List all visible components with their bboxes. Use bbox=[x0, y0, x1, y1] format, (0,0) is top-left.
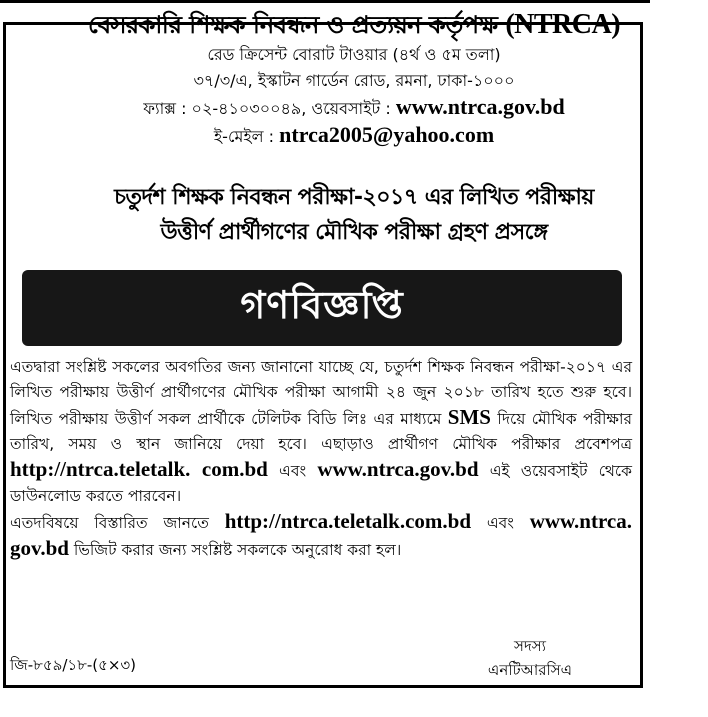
fax-website-line bbox=[6, 94, 702, 122]
email-link[interactable]: ntrca2005@yahoo.com bbox=[279, 122, 495, 147]
body-text-segment: দিয়ে মৌখিক পরীক্ষার তারিখ, সময় ও স্থান জানিয়ে দেয়া হবে। এছাড়াও প্রার্থীগণ মৌখিক পরীক্ষার প্রবেশপত্র bbox=[10, 410, 633, 453]
reference-number: জি-৮৫৯/১৮-(৫×৩) bbox=[10, 656, 137, 674]
ntrca-link[interactable]: www.ntrca. gov.bd bbox=[10, 509, 632, 560]
notice-header bbox=[6, 8, 702, 150]
teletalk-link[interactable]: http://ntrca.teletalk.com.bd bbox=[224, 509, 472, 533]
body-text-segment: এই ওয়েবসাইট থেকে ডাউনলোড করতে পারবেন। bbox=[10, 462, 632, 505]
signatory-title: সদস্য bbox=[513, 637, 547, 655]
notice-subject bbox=[0, 180, 708, 250]
public-notice-banner bbox=[22, 270, 622, 346]
top-rule bbox=[0, 0, 650, 3]
body-text-segment: এবং bbox=[486, 514, 514, 532]
organization-name-bn: বেসরকারি শিক্ষক নিবন্ধন ও প্রত্যয়ন কর্তৃপক্ষ bbox=[87, 11, 498, 39]
organization-abbr: (NTRCA) bbox=[505, 9, 621, 40]
banner-title: গণবিজ্ঞপ্তি bbox=[240, 283, 404, 327]
subject-line-1: চতুর্দশ শিক্ষক নিবন্ধন পরীক্ষা-২০১৭ এর লিখিত পরীক্ষায় bbox=[114, 185, 594, 210]
ntrca-link[interactable]: www.ntrca.gov.bd bbox=[317, 457, 479, 481]
body-text-segment: এতদ্বারা সংশ্লিষ্ট সকলের অবগতির জন্য জানানো যাচ্ছে যে, চতুর্দশ শিক্ষক নিবন্ধন পরীক্ষা-২০১৭ এর লিখিত পরীক্ষায় উত্তীর্ণ প্রার্থীগণের মৌখিক পরীক্ষা আগামী ২৪ জুন ২০১৮ তারিখ হতে শুরু হবে। লিখিত পরীক্ষায় উত্তীর্ণ সকল প্রার্থীকে টেলিটক বিডি লিঃ এর মাধ্যমে bbox=[10, 358, 632, 428]
email-label: ই-মেইল : bbox=[213, 127, 275, 146]
email-line bbox=[6, 122, 702, 150]
body-paragraph-1 bbox=[10, 355, 632, 509]
body-text-segment: এবং bbox=[279, 462, 307, 480]
subject-line-2: উত্তীর্ণ প্রার্থীগণের মৌখিক পরীক্ষা গ্রহণ প্রসঙ্গে bbox=[160, 220, 548, 245]
notice-body bbox=[10, 355, 632, 563]
fax-label: ফ্যাক্স : ০২-৪১০৩০০৪৯, ওয়েবসাইট : bbox=[143, 99, 391, 118]
website-link[interactable]: www.ntrca.gov.bd bbox=[395, 94, 565, 119]
teletalk-link[interactable]: http://ntrca.teletalk. com.bd bbox=[10, 457, 268, 481]
address-line-2: ৩৭/৩/এ, ইস্কাটন গার্ডেন রোড, রমনা, ঢাকা-১০০০ bbox=[193, 71, 515, 90]
signature-block bbox=[470, 634, 590, 682]
body-text-segment: ভিজিট করার জন্য সংশ্লিষ্ট সকলকে অনুরোধ করা হল। bbox=[73, 541, 402, 559]
signatory-org: এনটিআরসিএ bbox=[487, 661, 573, 679]
body-paragraph-2 bbox=[10, 509, 632, 563]
sms-label: SMS bbox=[447, 405, 491, 429]
organization-name bbox=[6, 8, 702, 42]
body-text-segment: এতদবিষয়ে বিস্তারিত জানতে bbox=[10, 514, 209, 532]
address-line-1: রেড ক্রিসেন্ট বোরাট টাওয়ার (৪র্থ ও ৫ম তলা) bbox=[207, 45, 501, 64]
